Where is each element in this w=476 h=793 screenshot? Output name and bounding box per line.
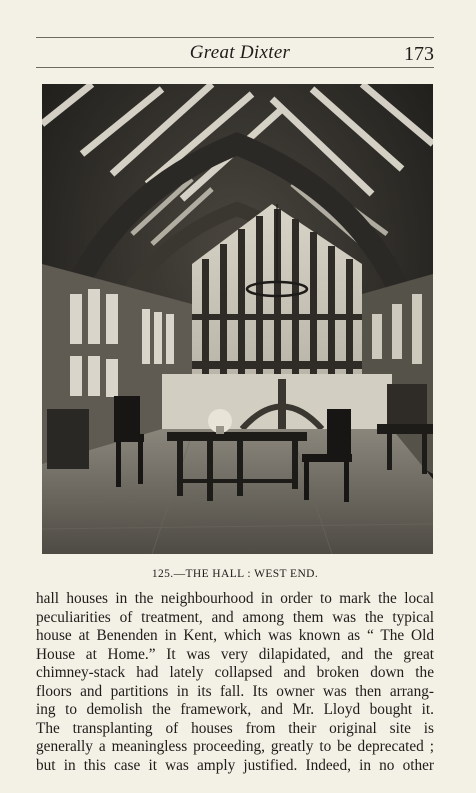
body-line: House at Home.” It was very dilapidated, and the great: [36, 645, 434, 663]
body-text: [36, 590, 434, 775]
body-line: peculiarities of treatment, and among them was the typical: [36, 608, 434, 626]
body-line: floors and partitions in its fall. Its owner was then arrang-: [36, 682, 434, 700]
body-line: generally a meaningless proceeding, greatly to be deprecated ;: [36, 738, 434, 755]
body-line: hall houses in the neighbourhood in order to mark the local: [36, 590, 434, 607]
hall-photograph: [42, 84, 433, 554]
body-line: The transplanting of houses from their original site is: [36, 719, 434, 737]
top-rule: [36, 37, 434, 38]
page-number: 173: [404, 43, 434, 65]
body-line: chimney-stack had lately collapsed and broken down the: [36, 664, 434, 681]
body-line: ing to demolish the framework, and Mr. Lloyd bought it.: [36, 701, 434, 718]
body-line: but in this case it was amply justified. Indeed, in no other: [36, 756, 434, 774]
running-title: Great Dixter: [189, 42, 291, 63]
body-line: house at Benenden in Kent, which was known as “ The Old: [36, 627, 434, 644]
header-rule: [36, 67, 434, 68]
figure-caption: 125.—THE HALL : WEST END.: [151, 568, 319, 580]
hall-photograph-drawing: [42, 84, 433, 554]
